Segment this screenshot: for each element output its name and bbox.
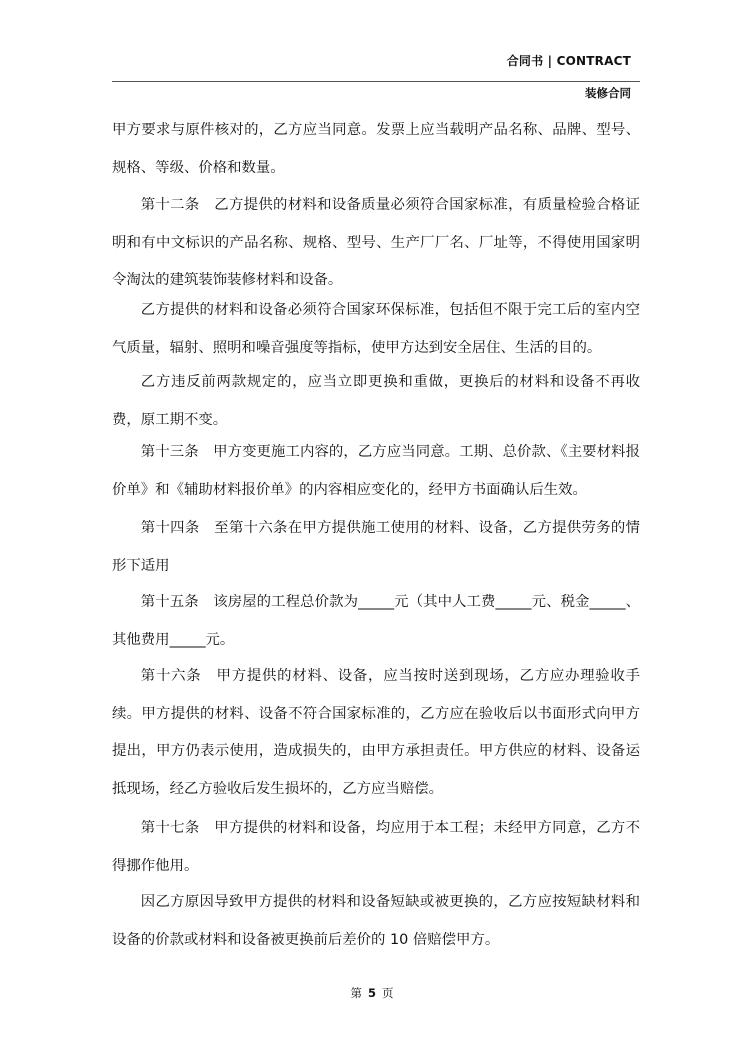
paragraph-article-17: 第十七条 甲方提供的材料和设备，均应用于本工程；未经甲方同意，乙方不得挪作他用。 — [112, 820, 640, 874]
page-footer — [0, 985, 744, 1001]
header-title: 合同书 | CONTRACT — [506, 54, 631, 68]
footer-prefix: 第 — [350, 986, 362, 1000]
paragraph-continuation: 甲方要求与原件核对的，乙方应当同意。发票上应当载明产品名称、品牌、型号、规格、等级、价格和数量。 — [112, 122, 640, 176]
page-number: 5 — [367, 986, 376, 1000]
paragraph-article-14: 第十四条 至第十六条在甲方提供施工使用的材料、设备，乙方提供劳务的情形下适用 — [112, 520, 640, 574]
header-rule — [112, 81, 640, 82]
footer-suffix: 页 — [382, 986, 394, 1000]
paragraph-article-15: 第十五条 该房屋的工程总价款为_____元（其中人工费_____元、税金_____、其他费用_____元。 — [112, 594, 640, 648]
paragraph-compensation: 因乙方原因导致甲方提供的材料和设备短缺或被更换的，乙方应按短缺材料和设备的价款或材料和设备被更换前后差价的 10 倍赔偿甲方。 — [112, 894, 640, 948]
paragraph-article-16: 第十六条 甲方提供的材料、设备，应当按时送到现场，乙方应办理验收手续。甲方提供的材料、设备不符合国家标准的，乙方应在验收后以书面形式向甲方提出，甲方仍表示使用，造成损失的，由甲方承担责任。甲方供应的材料、设备运抵现场，经乙方验收后发生损坏的，乙方应当赔偿。 — [112, 668, 640, 797]
paragraph-article-12: 第十二条 乙方提供的材料和设备质量必须符合国家标准，有质量检验合格证明和有中文标识的产品名称、规格、型号、生产厂厂名、厂址等，不得使用国家明令淘汰的建筑装饰装修材料和设备。 — [112, 197, 640, 288]
header-subtitle: 装修合同 — [585, 86, 631, 100]
paragraph-environmental: 乙方提供的材料和设备必须符合国家环保标准，包括但不限于完工后的室内空气质量，辐射、照明和噪音强度等指标，使甲方达到安全居住、生活的目的。 — [112, 302, 640, 356]
paragraph-violation: 乙方违反前两款规定的，应当立即更换和重做，更换后的材料和设备不再收费，原工期不变。 — [112, 374, 640, 428]
paragraph-article-13: 第十三条 甲方变更施工内容的，乙方应当同意。工期、总价款、《主要材料报价单》和《辅助材料报价单》的内容相应变化的，经甲方书面确认后生效。 — [112, 444, 640, 498]
